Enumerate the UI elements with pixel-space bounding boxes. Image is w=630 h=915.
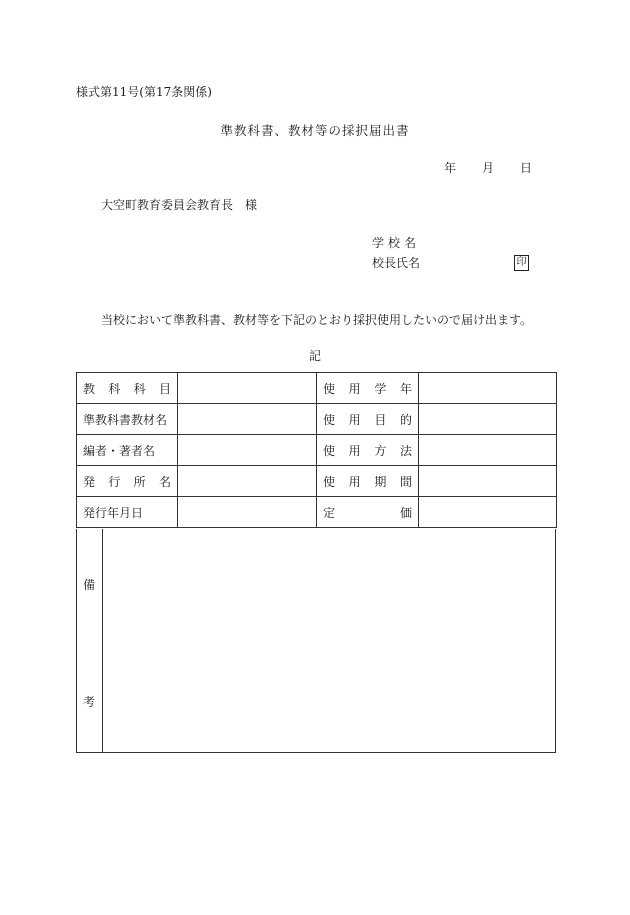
row-value-left[interactable] — [178, 435, 317, 466]
row-value-right[interactable] — [419, 497, 557, 528]
row-value-left[interactable] — [178, 373, 317, 404]
statement-text: 当校において準教科書、教材等を下記のとおり採択使用したいので届け出ます。 — [101, 313, 533, 327]
row-label-left — [77, 404, 178, 435]
row-value-left[interactable] — [178, 404, 317, 435]
principal-name-label: 校長氏名 — [372, 256, 421, 270]
row-label-right-text: 使 用 方 法 — [323, 443, 412, 458]
row-label-right-text: 定 価 — [323, 505, 412, 520]
date-day: 日 — [520, 161, 533, 175]
notes-label-column — [77, 529, 103, 752]
row-label-left — [77, 373, 178, 404]
table-row — [77, 466, 557, 497]
row-label-left-text: 発 行 所 名 — [83, 474, 171, 489]
row-label-left — [77, 466, 178, 497]
ki-heading: 記 — [308, 349, 321, 363]
row-value-right[interactable] — [419, 435, 557, 466]
row-label-right-text: 使 用 学 年 — [323, 381, 412, 396]
school-name-label: 学校名 — [372, 236, 421, 250]
row-label-right — [317, 497, 419, 528]
notes-section — [76, 529, 556, 753]
row-label-left-text: 発行年月日 — [83, 505, 144, 520]
row-label-left-text: 準教科書教材名 — [83, 412, 168, 427]
row-label-right — [317, 404, 419, 435]
date-line — [444, 161, 532, 175]
info-table — [76, 372, 557, 528]
notes-label-kou: 考 — [83, 695, 96, 709]
form-number: 様式第11号(第17条関係) — [76, 85, 212, 99]
row-value-left[interactable] — [178, 466, 317, 497]
row-value-left[interactable] — [178, 497, 317, 528]
table-row — [77, 373, 557, 404]
row-value-right[interactable] — [419, 404, 557, 435]
date-year: 年 — [444, 161, 457, 175]
date-month: 月 — [482, 161, 495, 175]
row-label-left-text: 編者・著者名 — [83, 443, 156, 458]
row-label-right-text: 使 用 期 間 — [323, 474, 412, 489]
row-label-left — [77, 497, 178, 528]
row-value-right[interactable] — [419, 373, 557, 404]
row-label-right — [317, 373, 419, 404]
notes-field[interactable] — [103, 529, 555, 752]
addressee: 大空町教育委員会教育長 様 — [101, 198, 258, 212]
table-row — [77, 435, 557, 466]
row-value-right[interactable] — [419, 466, 557, 497]
row-label-right — [317, 435, 419, 466]
notes-label-bi: 備 — [83, 578, 96, 592]
row-label-left — [77, 435, 178, 466]
table-row — [77, 404, 557, 435]
seal-mark: 印 — [514, 255, 529, 271]
row-label-left-text: 教 科 科 目 — [83, 381, 171, 396]
row-label-right — [317, 466, 419, 497]
row-label-right-text: 使 用 目 的 — [323, 412, 412, 427]
table-row — [77, 497, 557, 528]
document-title: 準教科書、教材等の採択届出書 — [220, 123, 410, 138]
